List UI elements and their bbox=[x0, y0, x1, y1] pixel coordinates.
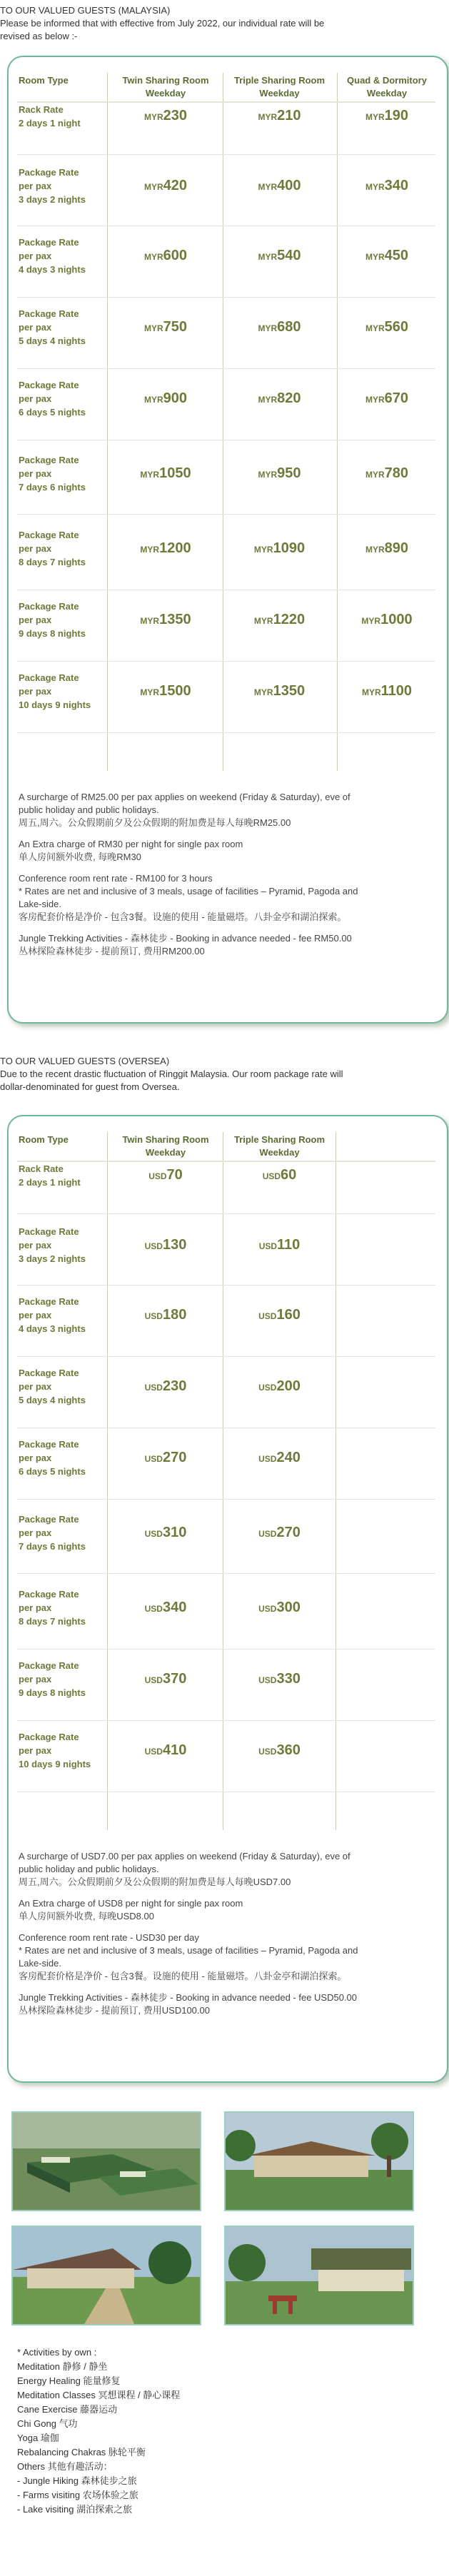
photo-gallery bbox=[0, 2111, 449, 2325]
malaysia-price-cell bbox=[109, 178, 223, 194]
currency-code: MYR bbox=[258, 181, 278, 192]
oversea-row-label bbox=[19, 1587, 104, 1628]
price-value: 130 bbox=[162, 1236, 187, 1253]
price-value: 900 bbox=[163, 390, 188, 406]
row-label-line: Package Rate bbox=[19, 1732, 79, 1742]
currency-code: MYR bbox=[143, 181, 163, 192]
activity-item: - Jungle Hiking 森林徒步之旅 bbox=[17, 2475, 137, 2486]
oversea-row-label bbox=[19, 1438, 104, 1478]
row-label-line: per pax bbox=[19, 615, 52, 625]
oversea-column-header: Triple Sharing Room Weekday bbox=[233, 1134, 326, 1158]
row-label-line: 5 days 4 nights bbox=[19, 1395, 86, 1405]
currency-code: MYR bbox=[258, 251, 278, 262]
price-value: 180 bbox=[162, 1306, 187, 1323]
oversea-price-cell bbox=[109, 1742, 223, 1759]
price-value: 1220 bbox=[273, 611, 306, 627]
row-label-line: per pax bbox=[19, 181, 52, 191]
malaysia-price-cell bbox=[109, 683, 223, 699]
currency-code: MYR bbox=[365, 251, 385, 262]
currency-code: MYR bbox=[140, 687, 160, 697]
malaysia-price-cell bbox=[224, 178, 335, 194]
malaysia-price-cell bbox=[337, 248, 437, 264]
note-paragraph bbox=[19, 1850, 440, 1889]
activity-item: - Farms visiting 农场体验之旅 bbox=[17, 2490, 138, 2500]
note-line: 单人房间额外收费, 每晚USD8.00 bbox=[19, 1911, 154, 1921]
currency-code: MYR bbox=[365, 112, 385, 122]
oversea-price-cell bbox=[224, 1671, 335, 1687]
price-value: 110 bbox=[277, 1236, 301, 1253]
row-label-line: Package Rate bbox=[19, 530, 79, 540]
currency-code: MYR bbox=[258, 469, 278, 480]
malaysia-row-label bbox=[19, 453, 104, 494]
price-value: 450 bbox=[384, 247, 409, 263]
activity-item: Cane Exercise 藤器运动 bbox=[17, 2404, 118, 2415]
price-value: 340 bbox=[162, 1599, 187, 1615]
row-label-line: per pax bbox=[19, 1602, 52, 1613]
price-value: 230 bbox=[162, 1378, 187, 1394]
price-value: 230 bbox=[163, 108, 188, 123]
malaysia-column-header: Quad & Dormitory Weekday bbox=[347, 75, 427, 99]
oversea-intro bbox=[0, 1055, 449, 1093]
note-line: A surcharge of USD7.00 per pax applies on weekend (Friday & Saturday), eve of bbox=[19, 1851, 350, 1862]
note-line: 周五,周六。公众假期前夕及公众假期的附加费是每人每晚USD7.00 bbox=[19, 1877, 291, 1887]
currency-code: MYR bbox=[258, 394, 278, 405]
row-label-line: 2 days 1 night bbox=[19, 1177, 81, 1188]
activity-item: Energy Healing 能量修复 bbox=[17, 2375, 121, 2386]
malaysia-row-label bbox=[19, 166, 104, 206]
currency-code: USD bbox=[148, 1171, 167, 1181]
currency-code: MYR bbox=[253, 687, 273, 697]
row-label-line: per pax bbox=[19, 251, 52, 261]
malaysia-price-cell bbox=[109, 108, 223, 124]
oversea-heading: TO OUR VALUED GUESTS (OVERSEA) bbox=[0, 1056, 170, 1066]
row-label-line: 4 days 3 nights bbox=[19, 1323, 86, 1334]
activity-item: Rebalancing Chakras 脉轮平衡 bbox=[17, 2447, 146, 2458]
photo-dormitory-beds bbox=[11, 2111, 201, 2211]
row-divider bbox=[17, 661, 435, 662]
row-label-line: Package Rate bbox=[19, 237, 79, 248]
currency-code: MYR bbox=[140, 469, 160, 480]
price-value: 190 bbox=[384, 108, 409, 123]
malaysia-notes bbox=[19, 791, 440, 966]
price-value: 1100 bbox=[380, 682, 413, 699]
malaysia-rate-card bbox=[7, 56, 448, 1024]
row-divider bbox=[17, 1356, 435, 1357]
row-label-line: 4 days 3 nights bbox=[19, 264, 86, 275]
malaysia-price-cell bbox=[337, 465, 437, 482]
oversea-rate-card bbox=[7, 1115, 448, 2083]
note-line: Jungle Trekking Activities - 森林徒步 - Booking in advance needed - fee USD50.00 bbox=[19, 1992, 358, 2003]
oversea-price-cell bbox=[109, 1307, 223, 1323]
currency-code: USD bbox=[144, 1382, 163, 1393]
oversea-price-cell bbox=[224, 1167, 335, 1183]
row-label-line: 5 days 4 nights bbox=[19, 335, 86, 346]
price-value: 780 bbox=[384, 465, 409, 481]
row-label-line: 8 days 7 nights bbox=[19, 557, 86, 567]
price-value: 160 bbox=[276, 1306, 301, 1323]
malaysia-price-cell bbox=[224, 465, 335, 482]
price-value: 540 bbox=[277, 247, 301, 263]
currency-code: MYR bbox=[258, 323, 278, 333]
malaysia-row-label bbox=[19, 307, 104, 348]
currency-code: MYR bbox=[365, 394, 385, 405]
price-value: 890 bbox=[384, 540, 409, 556]
note-paragraph bbox=[19, 838, 440, 864]
row-label-line: Rack Rate bbox=[19, 104, 64, 115]
row-divider bbox=[17, 514, 435, 515]
malaysia-price-cell bbox=[224, 390, 335, 407]
note-line: Conference room rent rate - RM100 for 3 hours bbox=[19, 873, 213, 884]
currency-code: USD bbox=[144, 1603, 163, 1614]
photo-pavilion-seating bbox=[224, 2226, 414, 2325]
price-value: 210 bbox=[277, 108, 301, 123]
row-divider bbox=[17, 297, 435, 298]
note-line: Conference room rent rate - USD30 per day bbox=[19, 1932, 199, 1943]
activities-list bbox=[17, 2345, 180, 2517]
currency-code: USD bbox=[144, 1528, 163, 1539]
activity-item: - Lake visiting 湖泊探索之旅 bbox=[17, 2504, 133, 2515]
currency-code: USD bbox=[144, 1675, 163, 1685]
row-label-line: per pax bbox=[19, 322, 52, 333]
malaysia-price-cell bbox=[109, 319, 223, 335]
photo-walkway-chalets bbox=[11, 2226, 201, 2325]
currency-code: USD bbox=[258, 1603, 277, 1614]
malaysia-price-cell bbox=[337, 612, 437, 628]
oversea-price-cell bbox=[224, 1450, 335, 1466]
oversea-intro-line-2: dollar-denominated for guest from Oversea. bbox=[0, 1081, 180, 1092]
column-divider bbox=[107, 73, 108, 771]
currency-code: USD bbox=[258, 1241, 278, 1251]
currency-code: MYR bbox=[258, 112, 278, 122]
malaysia-price-cell bbox=[109, 390, 223, 407]
note-line: Lake-side. bbox=[19, 1958, 61, 1969]
malaysia-price-cell bbox=[224, 248, 335, 264]
row-label-line: Package Rate bbox=[19, 1660, 79, 1671]
note-line: * Rates are net and inclusive of 3 meals, usage of facilities – Pyramid, Pagoda and bbox=[19, 1945, 358, 1956]
note-line: 丛林探险森林徒步 - 提前预订, 费用USD100.00 bbox=[19, 2005, 210, 2016]
activity-item: Meditation Classes 冥想课程 / 静心课程 bbox=[17, 2390, 181, 2400]
row-label-line: per pax bbox=[19, 1674, 52, 1684]
oversea-price-cell bbox=[224, 1600, 335, 1616]
price-value: 270 bbox=[162, 1449, 187, 1465]
price-value: 310 bbox=[162, 1524, 187, 1540]
activity-item: * Activities by own : bbox=[17, 2347, 97, 2358]
price-value: 1000 bbox=[380, 611, 413, 627]
currency-code: USD bbox=[258, 1675, 277, 1685]
row-label-line: per pax bbox=[19, 1240, 52, 1251]
oversea-price-cell bbox=[109, 1671, 223, 1687]
row-label-line: 6 days 5 nights bbox=[19, 1466, 86, 1477]
price-value: 400 bbox=[277, 177, 301, 193]
row-label-line: 3 days 2 nights bbox=[19, 194, 86, 205]
note-line: An Extra charge of USD8 per night for single pax room bbox=[19, 1898, 243, 1909]
note-line: public holiday and public holidays. bbox=[19, 1864, 159, 1874]
malaysia-row-label bbox=[19, 103, 104, 130]
price-value: 670 bbox=[384, 390, 409, 406]
currency-code: USD bbox=[144, 1241, 163, 1251]
price-value: 1350 bbox=[273, 682, 306, 699]
price-value: 1500 bbox=[159, 682, 191, 699]
price-value: 1050 bbox=[159, 465, 191, 481]
currency-code: MYR bbox=[365, 323, 385, 333]
price-value: 330 bbox=[276, 1670, 301, 1687]
oversea-column-header: Twin Sharing Room Weekday bbox=[122, 1134, 209, 1158]
row-divider bbox=[17, 732, 435, 733]
row-divider bbox=[17, 368, 435, 369]
row-label-line: per pax bbox=[19, 1745, 52, 1756]
row-divider bbox=[17, 154, 435, 155]
currency-code: USD bbox=[144, 1453, 163, 1464]
currency-code: USD bbox=[258, 1453, 277, 1464]
price-value: 820 bbox=[277, 390, 301, 406]
row-label-line: 9 days 8 nights bbox=[19, 628, 86, 639]
malaysia-price-cell bbox=[224, 540, 335, 557]
note-line: 单人房间额外收费, 每晚RM30 bbox=[19, 852, 141, 862]
malaysia-price-cell bbox=[337, 540, 437, 557]
currency-code: MYR bbox=[361, 687, 381, 697]
currency-code: MYR bbox=[253, 615, 273, 626]
currency-code: MYR bbox=[365, 469, 385, 480]
currency-code: USD bbox=[258, 1310, 277, 1321]
malaysia-price-cell bbox=[224, 108, 335, 124]
row-label-line: Package Rate bbox=[19, 1368, 79, 1378]
malaysia-intro-line-2: revised as below :- bbox=[0, 31, 78, 41]
oversea-notes bbox=[19, 1850, 440, 2026]
malaysia-price-cell bbox=[109, 540, 223, 557]
row-label-line: Package Rate bbox=[19, 380, 79, 390]
currency-code: MYR bbox=[253, 544, 273, 555]
malaysia-row-label bbox=[19, 528, 104, 569]
oversea-row-label bbox=[19, 1225, 104, 1266]
malaysia-column-header: Room Type bbox=[19, 75, 69, 86]
oversea-price-cell bbox=[224, 1525, 335, 1541]
malaysia-row-label bbox=[19, 671, 104, 712]
row-label-line: Package Rate bbox=[19, 1296, 79, 1307]
note-paragraph bbox=[19, 1897, 440, 1923]
oversea-price-cell bbox=[224, 1378, 335, 1395]
row-label-line: 2 days 1 night bbox=[19, 118, 81, 128]
row-divider bbox=[17, 1720, 435, 1721]
note-paragraph bbox=[19, 872, 440, 924]
malaysia-column-header: Twin Sharing Room Weekday bbox=[122, 75, 209, 99]
row-label-line: Rack Rate bbox=[19, 1163, 64, 1174]
column-divider bbox=[107, 1132, 108, 1830]
currency-code: USD bbox=[262, 1171, 281, 1181]
activity-item: Yoga 瑜伽 bbox=[17, 2433, 59, 2443]
note-line: Jungle Trekking Activities - 森林徒步 - Booking in advance needed - fee RM50.00 bbox=[19, 933, 352, 944]
row-label-line: per pax bbox=[19, 393, 52, 404]
row-label-line: Package Rate bbox=[19, 1589, 79, 1600]
price-value: 560 bbox=[384, 318, 409, 335]
oversea-price-cell bbox=[224, 1742, 335, 1759]
note-paragraph bbox=[19, 791, 440, 829]
row-label-line: Package Rate bbox=[19, 1514, 79, 1525]
currency-code: MYR bbox=[143, 394, 163, 405]
note-line: public holiday and public holidays. bbox=[19, 804, 159, 815]
oversea-price-cell bbox=[109, 1450, 223, 1466]
row-label-line: per pax bbox=[19, 468, 52, 479]
row-label-line: Package Rate bbox=[19, 455, 79, 465]
oversea-column-header: Room Type bbox=[19, 1134, 69, 1145]
malaysia-price-cell bbox=[224, 683, 335, 699]
row-label-line: per pax bbox=[19, 1527, 52, 1538]
malaysia-row-label bbox=[19, 378, 104, 419]
currency-code: MYR bbox=[140, 615, 160, 626]
row-label-line: per pax bbox=[19, 1453, 52, 1463]
malaysia-price-cell bbox=[337, 108, 437, 124]
oversea-intro-line-1: Due to the recent drastic fluctuation of Ringgit Malaysia. Our room package rate will bbox=[0, 1069, 343, 1079]
malaysia-price-cell bbox=[224, 612, 335, 628]
note-line: 客房配套价格是净价 - 包含3餐。设施的使用 - 能量磁塔。八卦金亭和湖泊探索。 bbox=[19, 1971, 347, 1981]
price-value: 680 bbox=[277, 318, 301, 335]
currency-code: USD bbox=[258, 1746, 277, 1757]
malaysia-price-cell bbox=[337, 319, 437, 335]
row-label-line: per pax bbox=[19, 686, 52, 697]
malaysia-price-cell bbox=[337, 683, 437, 699]
row-label-line: Package Rate bbox=[19, 1439, 79, 1450]
note-line: Lake-side. bbox=[19, 899, 61, 909]
row-label-line: per pax bbox=[19, 1310, 52, 1320]
malaysia-heading: TO OUR VALUED GUESTS (MALAYSIA) bbox=[0, 5, 171, 16]
price-value: 950 bbox=[277, 465, 301, 481]
currency-code: MYR bbox=[140, 544, 160, 555]
note-paragraph bbox=[19, 1931, 440, 1983]
oversea-price-cell bbox=[109, 1525, 223, 1541]
malaysia-price-cell bbox=[337, 390, 437, 407]
oversea-row-label bbox=[19, 1512, 104, 1553]
malaysia-price-cell bbox=[109, 465, 223, 482]
oversea-row-label bbox=[19, 1295, 104, 1335]
malaysia-column-header: Triple Sharing Room Weekday bbox=[233, 75, 326, 99]
row-label-line: 10 days 9 nights bbox=[19, 699, 91, 710]
row-divider bbox=[17, 1649, 435, 1650]
price-value: 1200 bbox=[159, 540, 191, 556]
malaysia-intro bbox=[0, 4, 449, 43]
currency-code: USD bbox=[258, 1382, 277, 1393]
price-value: 200 bbox=[276, 1378, 301, 1394]
malaysia-price-cell bbox=[224, 319, 335, 335]
malaysia-intro-line-1: Please be informed that with effective from July 2022, our individual rate will be bbox=[0, 18, 325, 29]
row-label-line: per pax bbox=[19, 543, 52, 554]
currency-code: MYR bbox=[143, 323, 163, 333]
malaysia-price-cell bbox=[109, 248, 223, 264]
activity-item: Meditation 静修 / 静坐 bbox=[17, 2361, 108, 2372]
price-value: 240 bbox=[276, 1449, 301, 1465]
currency-code: MYR bbox=[361, 615, 381, 626]
price-value: 60 bbox=[281, 1167, 297, 1183]
price-value: 410 bbox=[162, 1742, 187, 1758]
price-value: 420 bbox=[163, 177, 188, 193]
oversea-row-label bbox=[19, 1730, 104, 1771]
currency-code: MYR bbox=[365, 181, 385, 192]
oversea-price-cell bbox=[109, 1378, 223, 1395]
row-label-line: Package Rate bbox=[19, 308, 79, 319]
activity-item: Others 其他有趣活动： bbox=[17, 2461, 113, 2472]
price-value: 1090 bbox=[273, 540, 306, 556]
oversea-price-cell bbox=[224, 1307, 335, 1323]
malaysia-price-cell bbox=[109, 612, 223, 628]
currency-code: MYR bbox=[143, 112, 163, 122]
row-label-line: Package Rate bbox=[19, 167, 79, 178]
photo-chalets-garden bbox=[224, 2111, 414, 2211]
oversea-row-label bbox=[19, 1366, 104, 1407]
note-line: A surcharge of RM25.00 per pax applies on weekend (Friday & Saturday), eve of bbox=[19, 792, 350, 802]
activity-item: Chi Gong 气功 bbox=[17, 2418, 78, 2429]
currency-code: USD bbox=[144, 1746, 163, 1757]
oversea-price-cell bbox=[224, 1237, 335, 1253]
price-value: 70 bbox=[166, 1167, 183, 1183]
note-line: An Extra charge of RM30 per night for single pax room bbox=[19, 839, 243, 849]
note-line: 客房配套价格是净价 - 包含3餐。设施的使用 - 能量磁塔。八卦金亭和湖泊探索。 bbox=[19, 911, 347, 922]
row-divider bbox=[17, 1285, 435, 1286]
malaysia-row-label bbox=[19, 236, 104, 276]
oversea-row-label bbox=[19, 1659, 104, 1699]
row-label-line: 3 days 2 nights bbox=[19, 1253, 86, 1264]
price-value: 370 bbox=[162, 1670, 187, 1687]
currency-code: MYR bbox=[365, 544, 385, 555]
note-paragraph bbox=[19, 932, 440, 958]
row-label-line: 6 days 5 nights bbox=[19, 407, 86, 418]
price-value: 340 bbox=[384, 177, 409, 193]
row-label-line: 7 days 6 nights bbox=[19, 1541, 86, 1552]
currency-code: USD bbox=[144, 1310, 163, 1321]
row-label-line: 8 days 7 nights bbox=[19, 1616, 86, 1627]
oversea-price-cell bbox=[109, 1237, 223, 1253]
row-label-line: per pax bbox=[19, 1381, 52, 1392]
row-label-line: Package Rate bbox=[19, 601, 79, 612]
row-label-line: 10 days 9 nights bbox=[19, 1759, 91, 1769]
row-label-line: Package Rate bbox=[19, 672, 79, 683]
malaysia-row-label bbox=[19, 600, 104, 640]
note-line: * Rates are net and inclusive of 3 meals, usage of facilities – Pyramid, Pagoda and bbox=[19, 886, 358, 896]
row-label-line: 7 days 6 nights bbox=[19, 482, 86, 493]
price-value: 750 bbox=[163, 318, 188, 335]
currency-code: USD bbox=[258, 1528, 277, 1539]
note-paragraph bbox=[19, 1991, 440, 2017]
currency-code: MYR bbox=[143, 251, 163, 262]
row-label-line: 9 days 8 nights bbox=[19, 1687, 86, 1698]
row-divider bbox=[17, 1499, 435, 1500]
price-value: 1350 bbox=[159, 611, 191, 627]
price-value: 270 bbox=[276, 1524, 301, 1540]
malaysia-price-cell bbox=[337, 178, 437, 194]
row-divider bbox=[17, 1213, 435, 1214]
oversea-price-cell bbox=[109, 1167, 223, 1183]
oversea-row-label bbox=[19, 1162, 104, 1189]
price-value: 300 bbox=[276, 1599, 301, 1615]
price-value: 600 bbox=[163, 247, 188, 263]
row-divider bbox=[17, 1573, 435, 1574]
note-line: 丛林探险森林徒步 - 提前预订, 费用RM200.00 bbox=[19, 946, 205, 956]
oversea-price-cell bbox=[109, 1600, 223, 1616]
row-label-line: Package Rate bbox=[19, 1226, 79, 1237]
note-line: 周五,周六。公众假期前夕及公众假期的附加费是每人每晚RM25.00 bbox=[19, 817, 291, 828]
price-value: 360 bbox=[276, 1742, 301, 1758]
